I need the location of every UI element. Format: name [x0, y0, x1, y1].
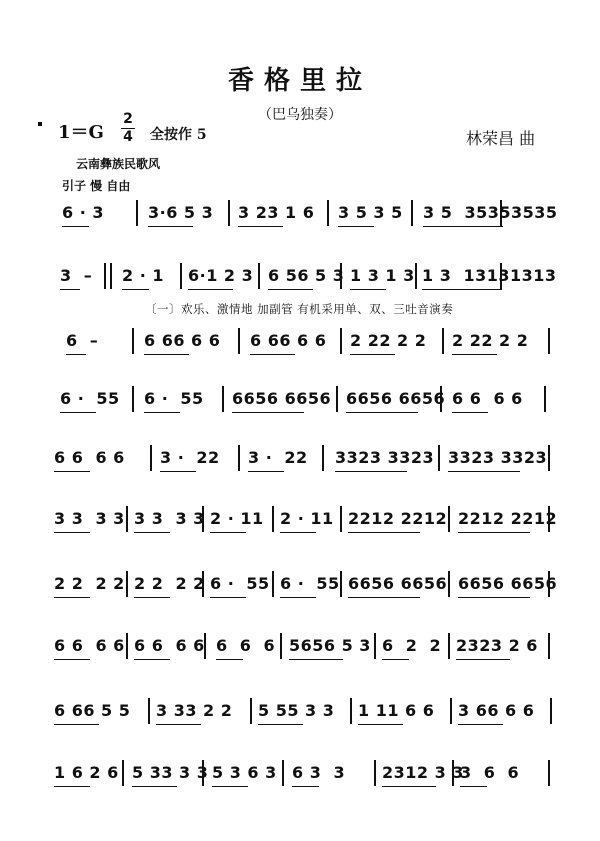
measure-notes: 3 5 35353535: [423, 203, 558, 222]
measure-notes: 1 11 6 6: [358, 701, 435, 720]
measure-notes: 3 66 6 6: [458, 701, 535, 720]
beam-line: [122, 289, 149, 290]
measure-notes: 2 22 2 2: [350, 331, 427, 350]
measure-notes: 6 · 3: [62, 203, 104, 222]
measure-notes: 6 · 55: [144, 389, 204, 408]
score-row: [52, 690, 557, 730]
beam-line: [134, 532, 170, 533]
bar-line: [272, 571, 274, 597]
measure-notes: 3323 3323: [335, 448, 435, 467]
beam-line: [66, 354, 86, 355]
intro-tempo-note: 引子 慢 自由: [62, 179, 131, 193]
bar-line: [415, 263, 417, 289]
beam-line: [350, 354, 395, 355]
bar-line: [448, 571, 450, 597]
beam-line: [148, 226, 193, 227]
bar-line: [548, 633, 550, 659]
beam-line: [188, 289, 233, 290]
bar-line: [548, 328, 550, 354]
measure-notes: 2212 2212: [348, 509, 448, 528]
measure-notes: 3 3 3 3: [134, 509, 205, 528]
beam-line: [423, 226, 503, 227]
measure-notes: 6·1 2 3: [188, 266, 254, 285]
beam-line: [460, 786, 487, 787]
beam-line: [144, 354, 189, 355]
measure-notes: 6 · 55: [280, 574, 340, 593]
bar-line: [340, 328, 342, 354]
bar-line: [448, 506, 450, 532]
measure-notes: 2312 3 3: [382, 763, 464, 782]
bar-line: [222, 386, 224, 412]
measure-notes: 2 · 11: [280, 509, 334, 528]
measure-notes: 6 6 6: [216, 636, 276, 655]
measure-notes: 6656 6656: [346, 389, 446, 408]
score-row: [52, 498, 557, 538]
beam-line: [348, 597, 420, 598]
beam-line: [54, 659, 90, 660]
beam-line: [289, 659, 343, 660]
time-signature: [121, 112, 135, 145]
score-row: [52, 563, 557, 603]
score-row: [52, 437, 557, 477]
bar-line: [238, 445, 240, 471]
measure-notes: 6656 6656: [232, 389, 332, 408]
beam-line: [238, 226, 283, 227]
measure-notes: 3 –: [60, 266, 93, 285]
beam-line: [250, 354, 295, 355]
bar-line: [448, 633, 450, 659]
measure-notes: 6 2 2: [382, 636, 442, 655]
beam-line: [456, 659, 510, 660]
beam-line: [132, 786, 177, 787]
measure-notes: 6 66 5 5: [54, 701, 131, 720]
measure-notes: 5 55 3 3: [258, 701, 335, 720]
key-signature: 1＝G: [58, 122, 104, 143]
measure-notes: 3·6 5 3: [148, 203, 214, 222]
beam-line: [62, 226, 89, 227]
bar-line: [122, 760, 124, 786]
measure-notes: 3 3 3 3: [54, 509, 125, 528]
measure-notes: 1 6 2 6: [54, 763, 119, 782]
bar-line: [350, 698, 352, 724]
measure-notes: 2323 2 6: [456, 636, 538, 655]
measure-notes: 6656 6656: [458, 574, 558, 593]
measure-notes: 3323 3323: [448, 448, 548, 467]
bar-line: [126, 633, 128, 659]
score-subtitle: （巴乌独奏）: [258, 107, 342, 123]
beam-line: [348, 532, 420, 533]
bar-line: [340, 506, 342, 532]
score-title: 香格里拉: [227, 66, 372, 96]
bar-line: [104, 263, 106, 289]
score-row: [52, 752, 557, 792]
bar-line: [548, 445, 550, 471]
time-signature-denominator: 4: [123, 129, 133, 145]
beam-line: [232, 412, 304, 413]
bar-line: [132, 328, 134, 354]
bar-line: [110, 263, 112, 289]
measure-notes: 3 · 22: [248, 448, 308, 467]
bar-line: [327, 200, 329, 226]
measure-notes: 6 · 55: [210, 574, 270, 593]
bar-line: [150, 445, 152, 471]
bar-line: [126, 506, 128, 532]
bar-line: [374, 760, 376, 786]
measure-notes: 1 3 1 3: [350, 266, 415, 285]
bar-line: [132, 386, 134, 412]
beam-line: [134, 597, 170, 598]
beam-line: [156, 724, 201, 725]
composer-credit: 林荣昌 曲: [466, 129, 536, 148]
bar-line: [411, 200, 413, 226]
bar-line: [282, 760, 284, 786]
score-row: [52, 378, 557, 418]
measure-notes: 2212 2212: [458, 509, 558, 528]
beam-line: [54, 786, 90, 787]
beam-line: [280, 532, 316, 533]
beam-line: [350, 289, 386, 290]
bar-line: [126, 571, 128, 597]
bar-line: [148, 698, 150, 724]
measure-notes: 5 33 3 3: [132, 763, 209, 782]
beam-line: [452, 354, 497, 355]
measure-notes: 3 5 3 5: [338, 203, 403, 222]
beam-line: [338, 226, 374, 227]
bar-line: [280, 633, 282, 659]
beam-line: [54, 471, 90, 472]
beam-line: [54, 597, 90, 598]
beam-line: [382, 786, 436, 787]
beam-line: [335, 471, 407, 472]
measure-notes: 6656 6656: [348, 574, 448, 593]
beam-line: [54, 724, 99, 725]
bar-line: [450, 698, 452, 724]
score-row: [52, 320, 557, 360]
measure-notes: 2 2 2 2: [134, 574, 205, 593]
measure-notes: 6 56 5 3: [268, 266, 345, 285]
measure-notes: 6 3 3: [292, 763, 346, 782]
beam-line: [346, 412, 418, 413]
beam-line: [248, 471, 284, 472]
bar-line: [272, 506, 274, 532]
beam-line: [268, 289, 313, 290]
beam-line: [258, 724, 303, 725]
measure-notes: 3 6 6: [460, 763, 520, 782]
bar-line: [544, 386, 546, 412]
measure-notes: 2 22 2 2: [452, 331, 529, 350]
fingering-note: 全按作 5: [150, 127, 207, 143]
measure-notes: 2 2 2 2: [54, 574, 125, 593]
bar-line: [258, 263, 260, 289]
score-row: [52, 255, 557, 295]
beam-line: [358, 724, 403, 725]
beam-line: [144, 412, 180, 413]
measure-notes: 6 6 6 6: [54, 448, 125, 467]
measure-notes: 5 3 6 3: [212, 763, 277, 782]
beam-line: [216, 659, 243, 660]
measure-notes: 3 33 2 2: [156, 701, 233, 720]
bar-line: [550, 698, 552, 724]
beam-line: [210, 597, 246, 598]
beam-line: [448, 471, 520, 472]
beam-line: [160, 471, 196, 472]
bar-line: [180, 263, 182, 289]
beam-line: [280, 597, 316, 598]
bar-line: [136, 200, 138, 226]
beam-line: [54, 532, 90, 533]
time-signature-numerator: 2: [123, 111, 133, 127]
beam-line: [212, 786, 248, 787]
beam-line: [452, 412, 488, 413]
score-row: [52, 625, 557, 665]
bar-line: [228, 200, 230, 226]
beam-line: [134, 659, 170, 660]
measure-notes: 6 6 6 6: [54, 636, 125, 655]
beam-line: [60, 412, 96, 413]
measure-notes: 2 · 1: [122, 266, 164, 285]
measure-notes: 6 66 6 6: [144, 331, 221, 350]
measure-notes: 1 3 13131313: [422, 266, 557, 285]
bar-line: [336, 386, 338, 412]
bar-line: [374, 633, 376, 659]
measure-notes: 3 · 22: [160, 448, 220, 467]
bar-line: [442, 328, 444, 354]
measure-notes: 6 –: [66, 331, 99, 350]
beam-line: [458, 597, 530, 598]
beam-line: [210, 532, 246, 533]
bar-line: [340, 571, 342, 597]
margin-mark: [38, 122, 42, 126]
measure-notes: 2 · 11: [210, 509, 264, 528]
beam-line: [422, 289, 502, 290]
measure-notes: 6 6 6 6: [452, 389, 523, 408]
measure-notes: 6 6 6 6: [134, 636, 205, 655]
beam-line: [60, 289, 80, 290]
score-row: [52, 192, 557, 232]
measure-notes: 6 · 55: [60, 389, 120, 408]
measure-notes: 5656 5 3: [289, 636, 371, 655]
measure-notes: 6 66 6 6: [250, 331, 327, 350]
beam-line: [292, 786, 319, 787]
section-instruction: 〔一〕欢乐、激情地 加副管 有机采用单、双、三吐音演奏: [145, 302, 454, 316]
measure-notes: 3 23 1 6: [238, 203, 315, 222]
bar-line: [548, 760, 550, 786]
bar-line: [438, 445, 440, 471]
style-note: 云南彝族民歌风: [76, 157, 161, 171]
beam-line: [382, 659, 409, 660]
bar-line: [250, 698, 252, 724]
beam-line: [458, 724, 503, 725]
bar-line: [322, 445, 324, 471]
beam-line: [458, 532, 530, 533]
bar-line: [238, 328, 240, 354]
